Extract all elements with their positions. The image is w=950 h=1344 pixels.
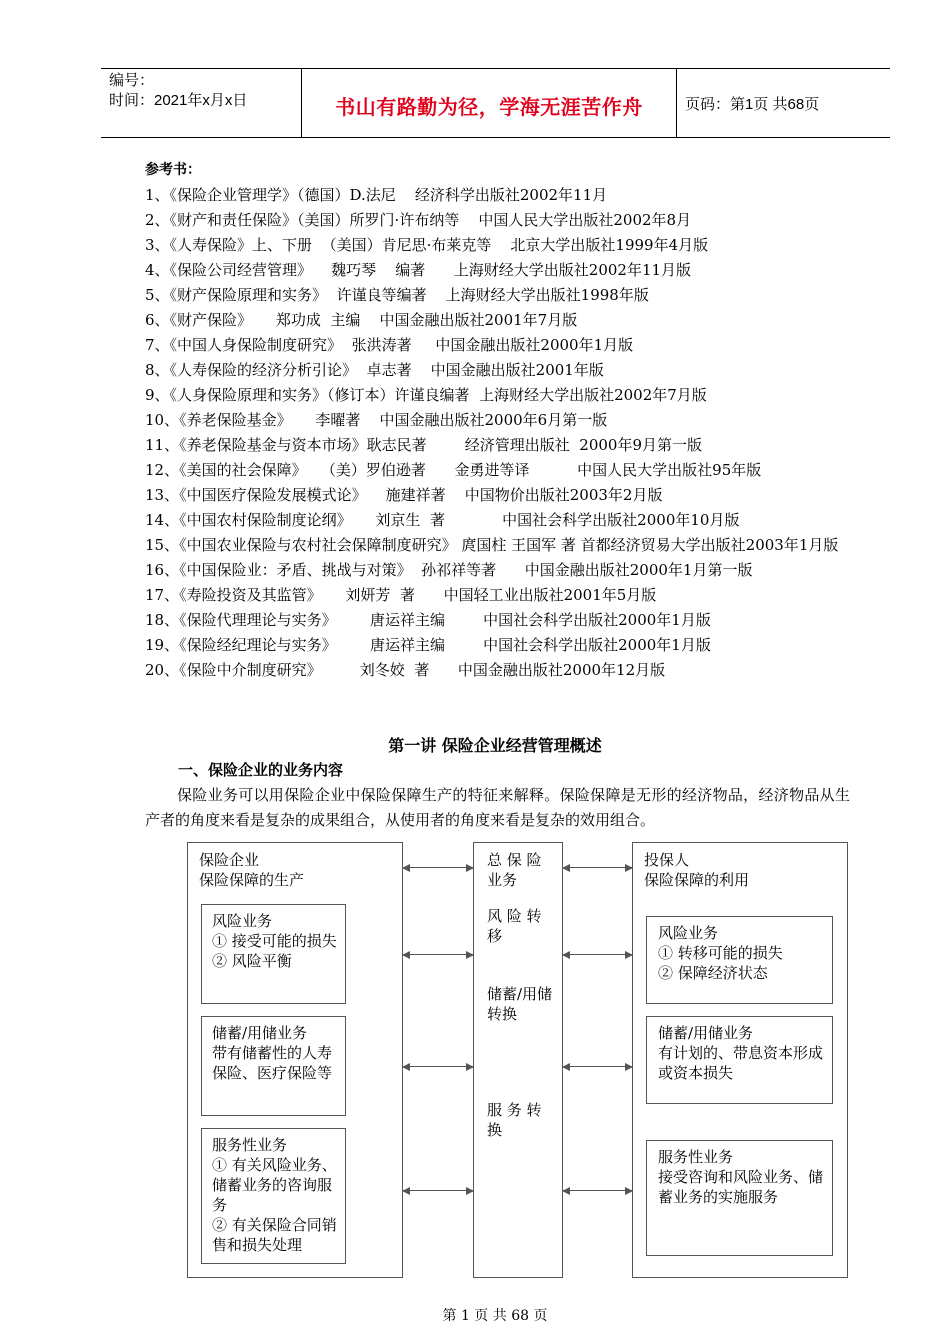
section-title: 一、保险企业的业务内容 xyxy=(178,761,344,779)
reference-item: 13、《中国医疗保险发展模式论》 施建祥著 中国物价出版社2003年2月版 xyxy=(145,486,663,504)
transfer-label: 风 险 转 移 xyxy=(487,907,547,945)
reference-item: 5、《财产保险原理和实务》 许谨良等编著 上海财经大学出版社1998年版 xyxy=(145,286,649,304)
reference-heading: 参考书： xyxy=(145,162,201,178)
reference-item: 11、《养老保险基金与资本市场》耿志民著 经济管理出版社 2000年9月第一版 xyxy=(145,436,702,454)
page-counter: 页码：第1页 共68页 xyxy=(685,96,820,113)
page-footer: 第 1 页 共 68 页 xyxy=(442,1308,548,1324)
header-motto: 书山有路勤为径，学海无涯苦作舟 xyxy=(335,95,643,119)
doc-number-label: 编号： xyxy=(109,72,155,89)
header-meta xyxy=(109,71,247,111)
policyholder-box-text: 服务性业务 接受咨询和风险业务、储蓄业务的实施服务 xyxy=(658,1148,824,1206)
policyholder-box xyxy=(646,1140,833,1256)
body-paragraph: 保险业务可以用保险企业中保险保障生产的特征来解释。保险保障是无形的经济物品，经济物品从生产者的角度来看是复杂的成果组合，从使用者的角度来看是复杂的效用组合。 xyxy=(145,786,850,829)
policyholder-box xyxy=(646,916,833,1004)
double-arrow-icon xyxy=(563,1066,632,1067)
producer-box xyxy=(201,904,346,1004)
transfer-label: 储蓄/用储转换 xyxy=(487,985,553,1023)
reference-item: 7、《中国人身保险制度研究》 张洪涛著 中国金融出版社2000年1月版 xyxy=(145,336,634,354)
double-arrow-icon xyxy=(403,1190,473,1191)
chapter-title: 第一讲 保险企业经营管理概述 xyxy=(388,736,602,755)
reference-item: 20、《保险中介制度研究》 刘冬姣 著 中国金融出版社2000年12月版 xyxy=(145,661,666,679)
producer-box-text: 服务性业务 ① 有关风险业务、储蓄业务的咨询服务 ② 有关保险合同销售和损失处理 xyxy=(212,1136,337,1254)
reference-item: 4、《保险公司经营管理》 魏巧琴 编著 上海财经大学出版社2002年11月版 xyxy=(145,261,692,279)
double-arrow-icon xyxy=(403,867,473,868)
reference-item: 15、《中国农业保险与农村社会保障制度研究》 庹国柱 王国军 著 首都经济贸易大学出版社2003年1月版 xyxy=(145,536,839,554)
double-arrow-icon xyxy=(403,954,473,955)
reference-item: 17、《寿险投资及其监管》 刘妍芳 著 中国轻工业出版社2001年5月版 xyxy=(145,586,657,604)
producer-box-text: 储蓄/用储业务 带有储蓄性的人寿保险、医疗保险等 xyxy=(212,1024,333,1082)
reference-item: 2、《财产和责任保险》（美国）所罗门·许布纳等 中国人民大学出版社2002年8月 xyxy=(145,211,692,229)
doc-time-label: 时间：2021年x月x日 xyxy=(109,92,248,109)
policyholder-box-text: 储蓄/用储业务 有计划的、带息资本形成或资本损失 xyxy=(658,1024,824,1082)
reference-item: 12、《美国的社会保障》 （美）罗伯逊著 金勇进等译 中国人民大学出版社95年版 xyxy=(145,461,762,479)
reference-item: 10、《养老保险基金》 李曜著 中国金融出版社2000年6月第一版 xyxy=(145,411,608,429)
reference-item: 9、《人身保险原理和实务》（修订本）许谨良编著 上海财经大学出版社2002年7月版 xyxy=(145,386,707,404)
reference-item: 3、《人寿保险》上、下册 （美国）肯尼思·布莱克等 北京大学出版社1999年4月版 xyxy=(145,236,709,254)
producer-box xyxy=(201,1128,346,1264)
reference-item: 8、《人寿保险的经济分析引论》 卓志著 中国金融出版社2001年版 xyxy=(145,361,604,379)
double-arrow-icon xyxy=(403,1066,473,1067)
policyholder-box-text: 风险业务 ① 转移可能的损失 ② 保障经济状态 xyxy=(658,924,783,982)
header-divider xyxy=(676,69,677,137)
policyholder-box xyxy=(646,1016,833,1104)
reference-item: 1、《保险企业管理学》（德国）D.法尼 经济科学出版社2002年11月 xyxy=(145,186,608,204)
transfer-column xyxy=(473,842,563,1278)
reference-list xyxy=(145,158,855,683)
reference-item: 19、《保险经纪理论与实务》 唐运祥主编 中国社会科学出版社2000年1月版 xyxy=(145,636,711,654)
reference-item: 14、《中国农村保险制度论纲》 刘京生 著 中国社会科学出版社2000年10月版 xyxy=(145,511,740,529)
reference-item: 16、《中国保险业：矛盾、挑战与对策》 孙祁祥等著 中国金融出版社2000年1月第一版 xyxy=(145,561,753,579)
transfer-label: 总 保 险 业务 xyxy=(487,851,547,889)
page-header xyxy=(101,68,890,138)
transfer-label: 服 务 转 换 xyxy=(487,1101,547,1139)
double-arrow-icon xyxy=(563,1190,632,1191)
reference-item: 18、《保险代理理论与实务》 唐运祥主编 中国社会科学出版社2000年1月版 xyxy=(145,611,711,629)
double-arrow-icon xyxy=(563,867,632,868)
producer-box xyxy=(201,1016,346,1116)
double-arrow-icon xyxy=(563,954,632,955)
producer-title: 保险企业 保险保障的生产 xyxy=(199,851,305,889)
policyholder-title: 投保人 保险保障的利用 xyxy=(644,851,750,889)
reference-item: 6、《财产保险》 郑功成 主编 中国金融出版社2001年7月版 xyxy=(145,311,578,329)
producer-box-text: 风险业务 ① 接受可能的损失 ② 风险平衡 xyxy=(212,912,337,970)
